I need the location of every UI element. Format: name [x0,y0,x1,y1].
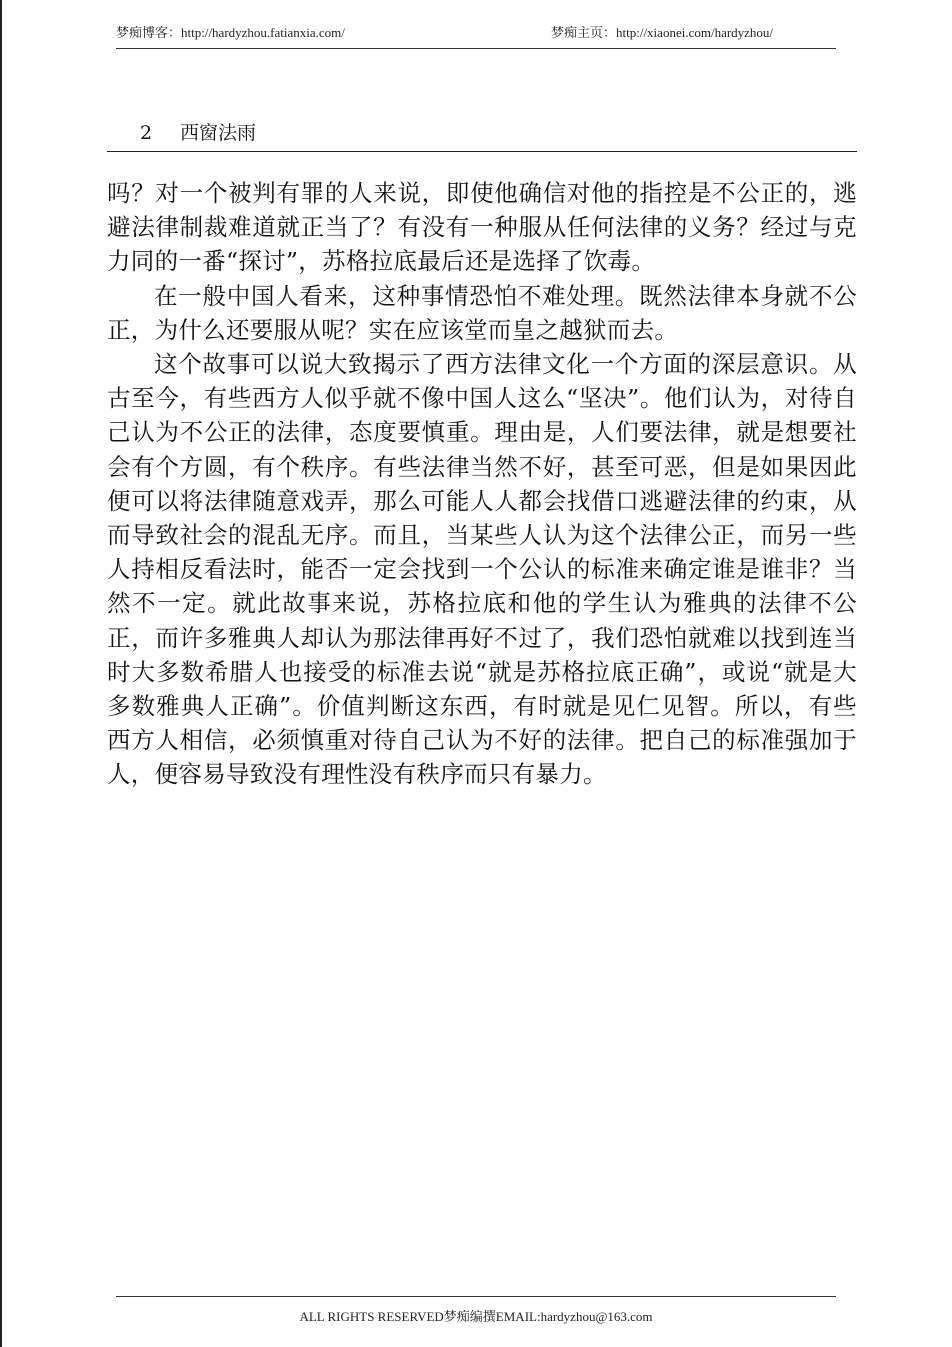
paragraph: 这个故事可以说大致揭示了西方法律文化一个方面的深层意识。从古至今，有些西方人似乎就不像中国人这么“坚决”。他们认为，对待自己认为不公正的法律，态度要慎重。理由是，人们要法律，就是想要社会有个方圆，有个秩序。有些法律当然不好，甚至可恶，但是如果因此便可以将法律随意戏弄，那么可能人人都会找借口逃避法律的约束，从而导致社会的混乱无序。而且，当某些人认为这个法律公正，而另一些人持相反看法时，能否一定会找到一个公认的标准来确定谁是谁非？当然不一定。就此故事来说，苏格拉底和他的学生认为雅典的法律不公正，而许多雅典人却认为那法律再好不过了，我们恐怕就难以找到连当时大多数希腊人也接受的标准去说“就是苏格拉底正确”，或说“就是大多数雅典人正确”。价值判断这东西，有时就是见仁见智。所以，有些西方人相信，必须慎重对待自己认为不好的法律。把自己的标准强加于人，便容易导致没有理性没有秩序而只有暴力。 [107,350,857,789]
book-title: 西窗法雨 [180,122,257,144]
body-text [107,176,857,792]
page-left-edge [0,0,2,1347]
header-blog-link: 梦痴博客：http://hardyzhou.fatianxia.com/ [116,25,345,40]
page-header [116,22,836,42]
paragraph: 在一般中国人看来，这种事情恐怕不难处理。既然法律本身就不公正，为什么还要服从呢？实在应该堂而皇之越狱而去。 [107,281,857,344]
footer-copyright: ALL RIGHTS RESERVED梦痴编撰EMAIL:hardyzhou@163.com [299,1309,653,1324]
footer-divider [116,1296,836,1297]
page-number: 2 [140,122,153,144]
header-homepage-link: 梦痴主页：http://xiaonei.com/hardyzhou/ [551,25,774,40]
running-head-divider [107,151,857,152]
paragraph: 吗？对一个被判有罪的人来说，即使他确信对他的指控是不公正的，逃避法律制裁难道就正当了？有没有一种服从任何法律的义务？经过与克力同的一番“探讨”，苏格拉底最后还是选择了饮毒。 [107,179,857,276]
header-divider [116,48,836,49]
running-head [140,118,256,145]
